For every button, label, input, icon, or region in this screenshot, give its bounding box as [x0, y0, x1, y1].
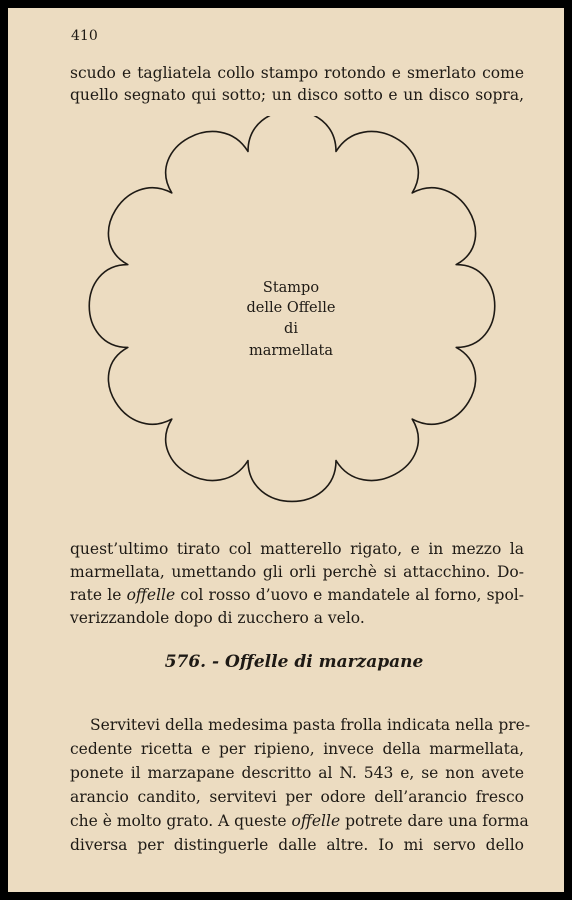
text-line: quello segnato qui sotto; un disco sotto e un disco sopra, [70, 86, 524, 104]
text-run: che è molto grato. A queste [70, 812, 287, 830]
stamp-label-line: di [284, 321, 298, 337]
text-line: Servitevi della medesima pasta frolla indicata nella pre- [90, 716, 531, 734]
book-page [8, 8, 564, 892]
text-run: potrete dare una forma [345, 812, 529, 830]
stamp-label-line: Stampo [262, 280, 320, 296]
text-line: ponete il marzapane descritto al N. 543 e, se non avete [70, 764, 524, 782]
stamp-label-line: delle Offelle [246, 300, 336, 316]
text-line: marmellata, umettando gli orli perchè si attacchino. Do- [70, 563, 524, 581]
recipe-title: 576. - Offelle di marzapane [164, 652, 424, 672]
italic-word: offelle [126, 586, 176, 604]
text-line [70, 585, 524, 605]
text-line: cedente ricetta e per ripieno, invece della marmellata, [70, 740, 524, 758]
text-line: arancio candito, servitevi per odore dell’arancio fresco [70, 788, 524, 806]
text-line: diversa per distinguerle dalle altre. Io mi servo dello [70, 836, 524, 854]
text-run: rate le [70, 586, 122, 604]
text-run: col rosso d’uovo e mandatele al forno, spol- [180, 586, 524, 604]
italic-word: offelle [291, 812, 341, 830]
text-line: scudo e tagliatela collo stampo rotondo e smerlato come [70, 64, 524, 82]
stamp-label-line: marmellata [248, 343, 334, 359]
text-line [70, 811, 529, 831]
text-line: quest’ultimo tirato col matterello rigato, e in mezzo la [70, 540, 524, 558]
page-number: 410 [71, 28, 98, 44]
text-line: verizzandole dopo di zucchero a velo. [70, 609, 365, 627]
